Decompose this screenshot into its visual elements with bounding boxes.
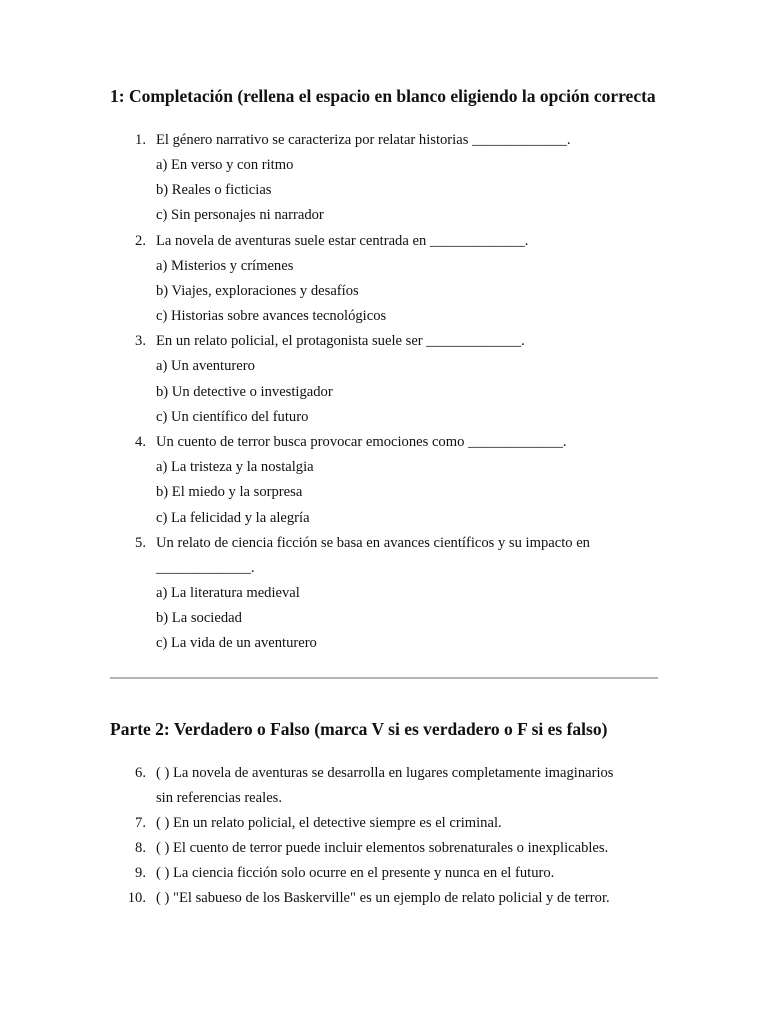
option-text: b) El miedo y la sorpresa	[156, 484, 303, 500]
option-text: c) Historias sobre avances tecnológicos	[156, 308, 387, 324]
option-text: a) Un aventurero	[156, 358, 255, 374]
option-text: b) Un detective o investigador	[156, 384, 333, 400]
statement-text: ( ) El cuento de terror puede incluir elementos sobrenaturales o inexplicables.	[156, 840, 609, 856]
question-text: En un relato policial, el protagonista suele ser _____________.	[156, 333, 525, 349]
part2-heading: Parte 2: Verdadero o Falso (marca V si es verdadero o F si es falso)	[110, 719, 608, 739]
part1-heading: 1: Completación (rellena el espacio en blanco eligiendo la opción correcta	[110, 86, 656, 106]
statement-text: ( ) En un relato policial, el detective siempre es el criminal.	[156, 815, 502, 831]
statement-number: 9.	[135, 865, 146, 881]
statement-number: 8.	[135, 840, 146, 856]
option-text: a) Misterios y crímenes	[156, 258, 294, 274]
option-text: c) La felicidad y la alegría	[156, 510, 310, 526]
question-number: 4.	[135, 434, 146, 450]
statement-number: 10.	[127, 890, 146, 906]
statement-text: ( ) "El sabueso de los Baskerville" es un ejemplo de relato policial y de terror.	[156, 890, 610, 906]
option-text: a) En verso y con ritmo	[156, 157, 294, 173]
option-text: b) Reales o ficticias	[156, 182, 272, 198]
option-text: a) La tristeza y la nostalgia	[156, 459, 314, 475]
question-text-continuation: _____________.	[156, 560, 255, 576]
statement-text: ( ) La ciencia ficción solo ocurre en el presente y nunca en el futuro.	[156, 865, 555, 881]
question-number: 2.	[135, 233, 146, 249]
question-text: Un relato de ciencia ficción se basa en avances científicos y su impacto en	[156, 535, 590, 551]
question-number: 1.	[135, 132, 146, 148]
section-divider	[110, 677, 658, 679]
option-text: b) La sociedad	[156, 610, 242, 626]
question-text: El género narrativo se caracteriza por relatar historias _____________.	[156, 132, 571, 148]
statement-text: ( ) La novela de aventuras se desarrolla en lugares completamente imaginarios	[156, 765, 614, 781]
question-text: Un cuento de terror busca provocar emociones como _____________.	[156, 434, 567, 450]
statement-text-continuation: sin referencias reales.	[156, 790, 282, 806]
question-number: 3.	[135, 333, 146, 349]
question-text: La novela de aventuras suele estar centrada en _____________.	[156, 233, 529, 249]
option-text: b) Viajes, exploraciones y desafíos	[156, 283, 359, 299]
option-text: c) Un científico del futuro	[156, 409, 309, 425]
statement-number: 6.	[135, 765, 146, 781]
option-text: c) La vida de un aventurero	[156, 635, 317, 651]
question-number: 5.	[135, 535, 146, 551]
option-text: c) Sin personajes ni narrador	[156, 207, 324, 223]
statement-number: 7.	[135, 815, 146, 831]
option-text: a) La literatura medieval	[156, 585, 300, 601]
